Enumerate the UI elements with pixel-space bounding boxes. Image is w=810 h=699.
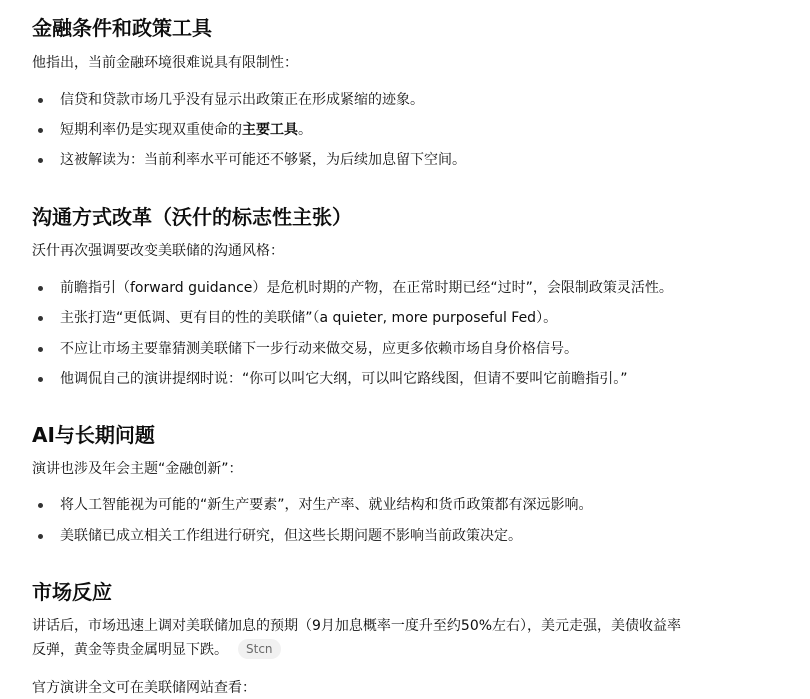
bullet-dot: [38, 347, 43, 352]
section-intro-communication: 沃什再次强调要改变美联储的沟通风格：: [32, 243, 284, 259]
section-intro-ai: 演讲也涉及年会主题“金融创新”：: [32, 461, 243, 477]
source-citation-chip[interactable]: Stcn: [238, 639, 281, 659]
list-item-text: [60, 119, 312, 141]
list-item-text: 美联储已成立相关工作组进行研究，但这些长期问题不影响当前政策决定。: [60, 528, 522, 544]
bullet-dot: [38, 503, 43, 508]
section-heading-market: 市场反应: [32, 580, 112, 604]
list-item-text: 前瞻指引（forward guidance）是危机时期的产物，在正常时期已经“过时”，会限制政策灵活性。: [60, 280, 673, 296]
market-paragraph-text: 反弹，黄金等贵金属明显下跌。: [32, 642, 228, 658]
list-item-text: 他调侃自己的演讲提纲时说：“你可以叫它大纲，可以叫它路线图，但请不要叫它前瞻指引。”: [60, 371, 628, 387]
list-item-text: 这被解读为：当前利率水平可能还不够紧，为后续加息留下空间。: [60, 152, 466, 168]
list-item-text: 信贷和贷款市场几乎没有显示出政策正在形成紧缩的迹象。: [60, 92, 424, 108]
bullet-dot: [38, 128, 43, 133]
section-heading-communication: 沟通方式改革（沃什的标志性主张）: [32, 205, 352, 229]
bullet-dot: [38, 377, 43, 382]
section-heading-financial: 金融条件和政策工具: [32, 16, 212, 40]
bullet-dot: [38, 534, 43, 539]
bullet-dot: [38, 98, 43, 103]
bullet-dot: [38, 316, 43, 321]
section-heading-ai: AI与长期问题: [32, 423, 155, 447]
list-item-text-part: 。: [298, 122, 312, 138]
list-item-text: 将人工智能视为可能的“新生产要素”，对生产率、就业结构和货币政策都有深远影响。: [60, 497, 593, 513]
market-paragraph-line1: 讲话后，市场迅速上调对美联储加息的预期（9月加息概率一度升至约50%左右），美元走强，美债收益率: [32, 618, 682, 634]
list-item-text: 不应让市场主要靠猜测美联储下一步行动来做交易，应更多依赖市场自身价格信号。: [60, 341, 578, 357]
market-paragraph-line2: [32, 639, 281, 661]
bullet-dot: [38, 158, 43, 163]
list-item-text: 主张打造“更低调、更有目的性的美联储”（a quieter, more purposeful Fed）。: [60, 310, 558, 326]
bold-emphasis: 主要工具: [242, 122, 298, 138]
list-item-text-part: 短期利率仍是实现双重使命的: [60, 122, 242, 138]
section-intro-financial: 他指出，当前金融环境很难说具有限制性：: [32, 55, 298, 71]
bullet-dot: [38, 286, 43, 291]
footer-note: 官方演讲全文可在美联储网站查看：: [32, 680, 256, 696]
